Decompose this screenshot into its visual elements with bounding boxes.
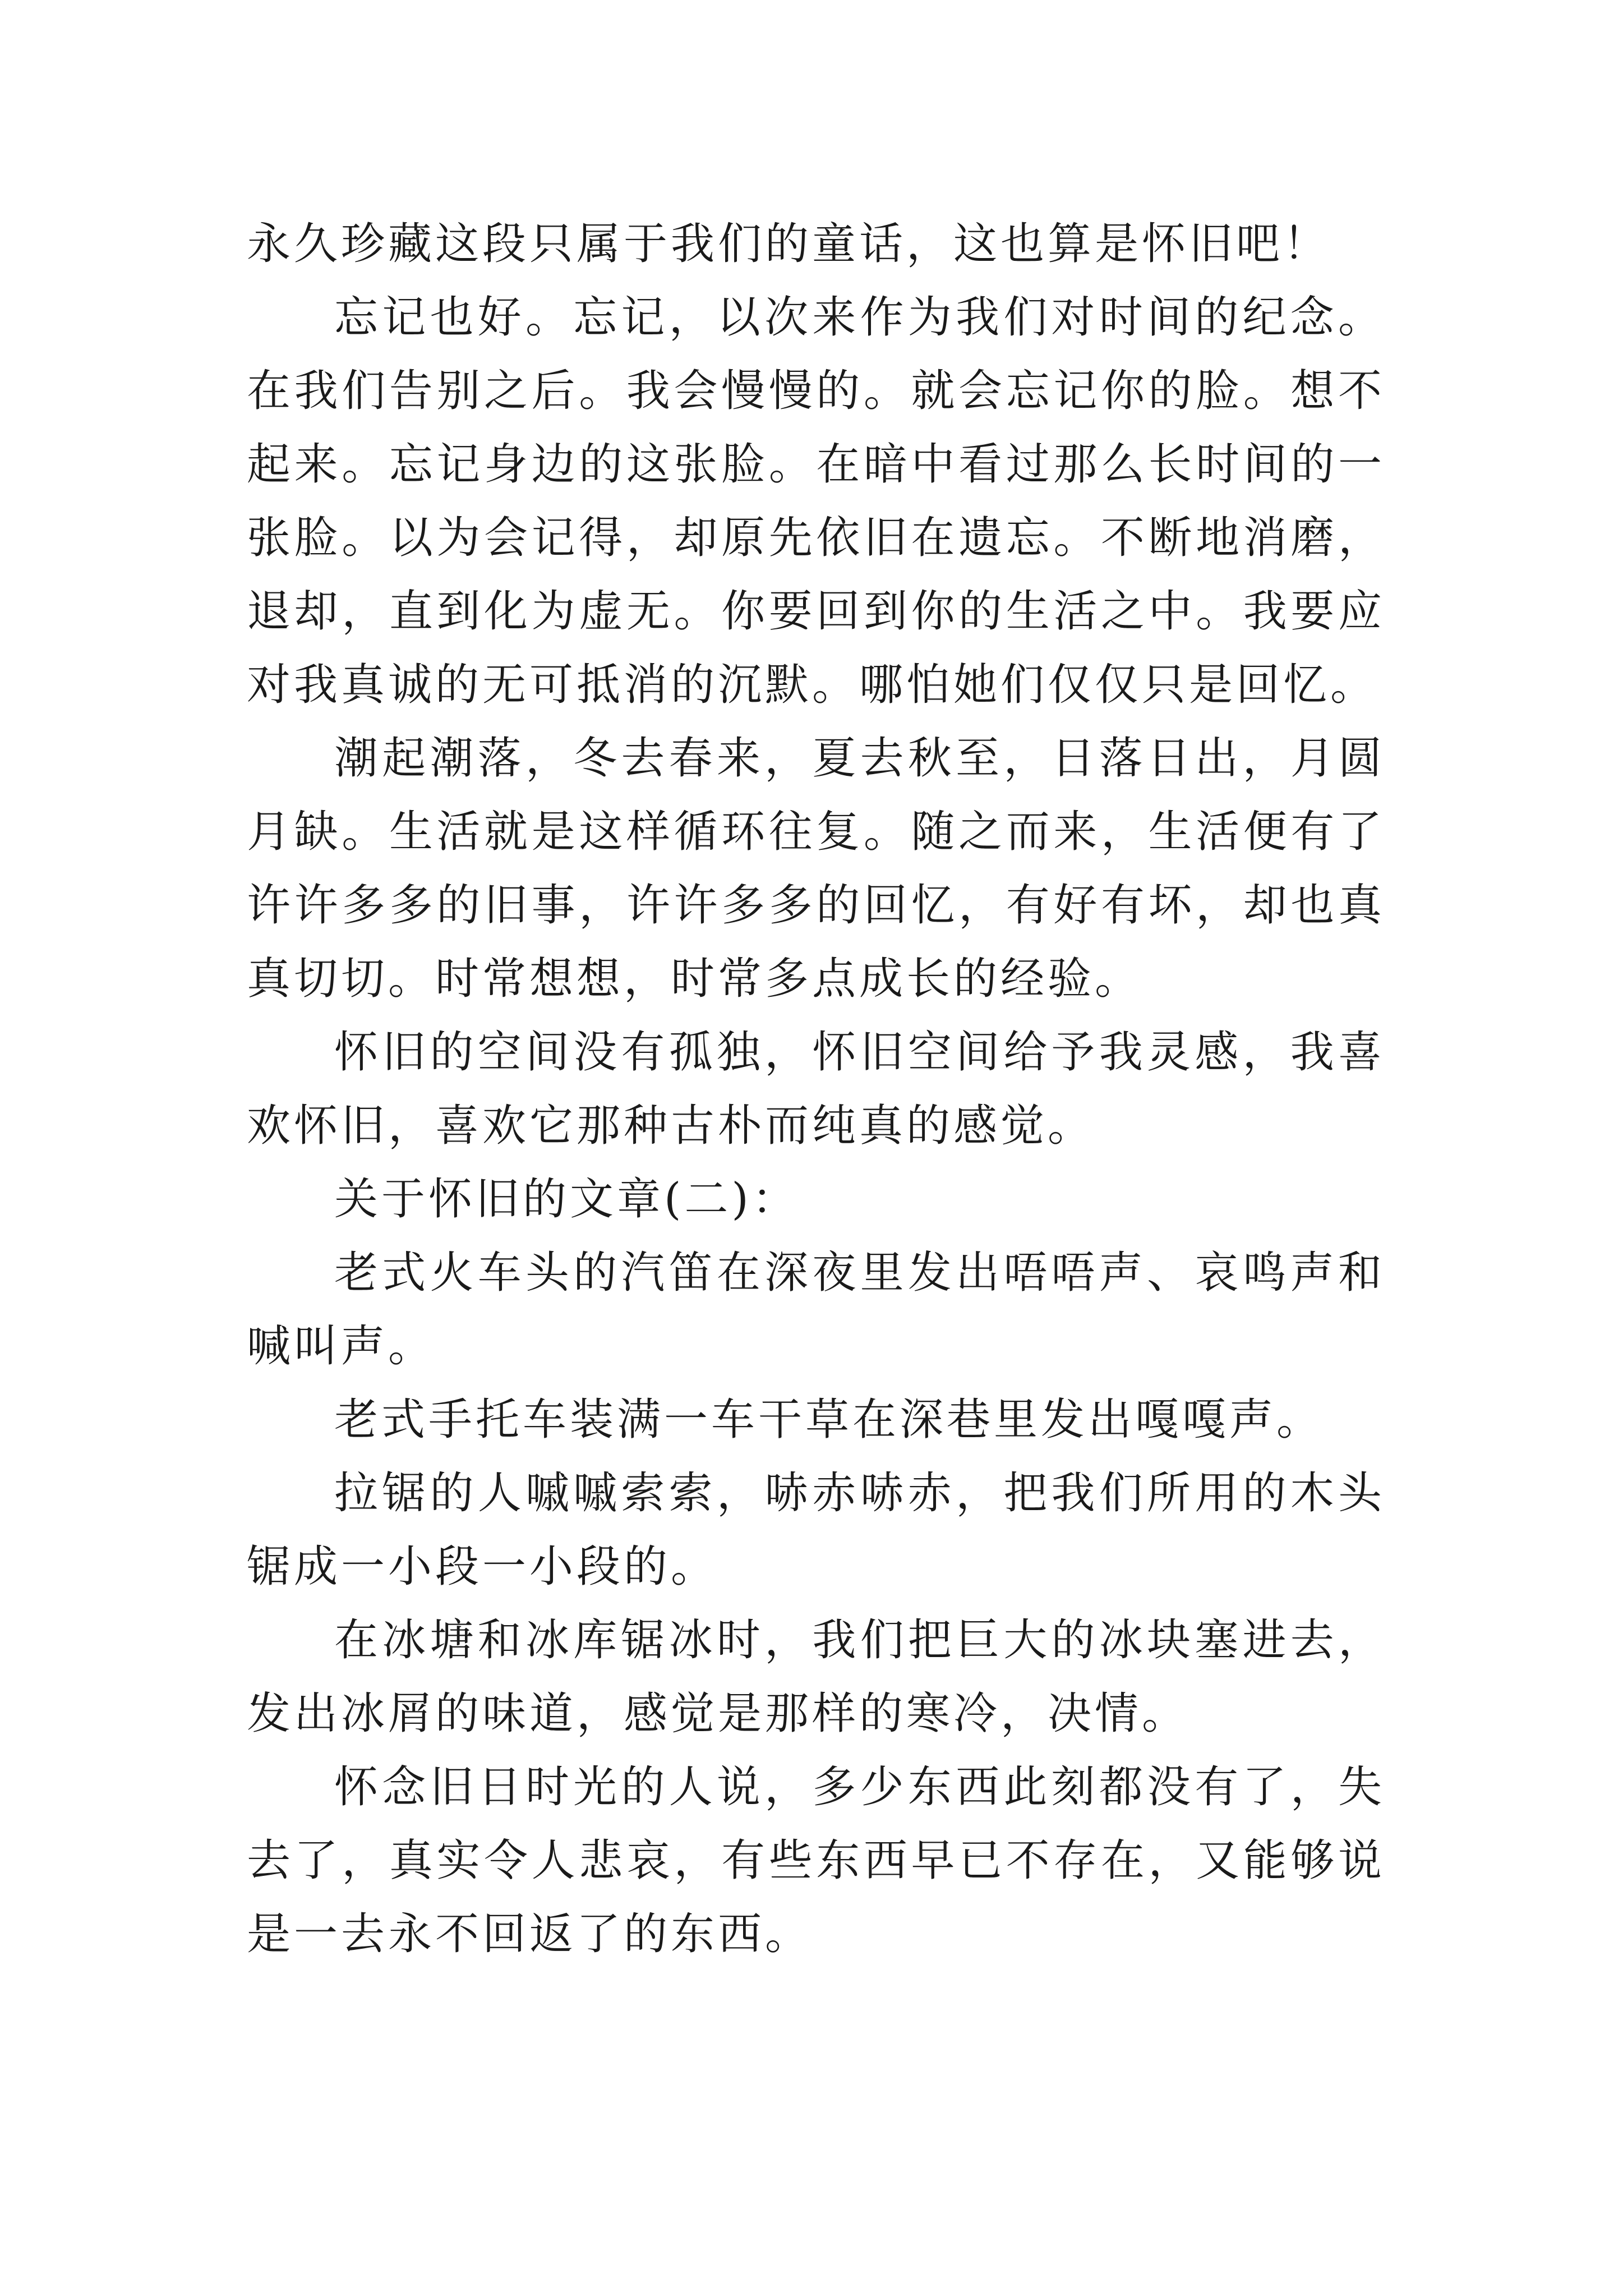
- paragraph-2: 忘记也好。忘记，以次来作为我们对时间的纪念。在我们告别之后。我会慢慢的。就会忘记你的脸。想不起来。忘记身边的这张脸。在暗中看过那么长时间的一张脸。以为会记得，却原先依旧在遗忘。不断地消磨，退却，直到化为虚无。你要回到你的生活之中。我要应对我真诚的无可抵消的沉默。哪怕她们仅仅只是回忆。: [247, 292, 1385, 710]
- paragraph-1: 永久珍藏这段只属于我们的童话，这也算是怀旧吧！: [247, 219, 1331, 269]
- paragraph-9: 在冰塘和冰库锯冰时，我们把巨大的冰块塞进去，发出冰屑的味道，感觉是那样的寒冷，决情。: [247, 1615, 1385, 1739]
- body-text: [247, 208, 1385, 1971]
- paragraph-10: 怀念旧日时光的人说，多少东西此刻都没有了，失去了，真实令人悲哀，有些东西早已不存在，又能够说是一去永不回返了的东西。: [247, 1762, 1385, 1959]
- paragraph-8: 拉锯的人嘁嘁索索，哧赤哧赤，把我们所用的木头锯成一小段一小段的。: [247, 1468, 1385, 1592]
- paragraph-3: 潮起潮落，冬去春来，夏去秋至，日落日出，月圆月缺。生活就是这样循环往复。随之而来，生活便有了许许多多的旧事，许许多多的回忆，有好有坏，却也真真切切。时常想想，时常多点成长的经验。: [247, 733, 1385, 1004]
- paragraph-6: 老式火车头的汽笛在深夜里发出唔唔声、哀鸣声和喊叫声。: [247, 1248, 1385, 1372]
- section-heading: 关于怀旧的文章(二)：: [334, 1174, 799, 1225]
- paragraph-4: 怀旧的空间没有孤独，怀旧空间给予我灵感，我喜欢怀旧，喜欢它那种古朴而纯真的感觉。: [247, 1027, 1385, 1151]
- paragraph-7: 老式手托车装满一车干草在深巷里发出嘎嘎声。: [334, 1395, 1324, 1445]
